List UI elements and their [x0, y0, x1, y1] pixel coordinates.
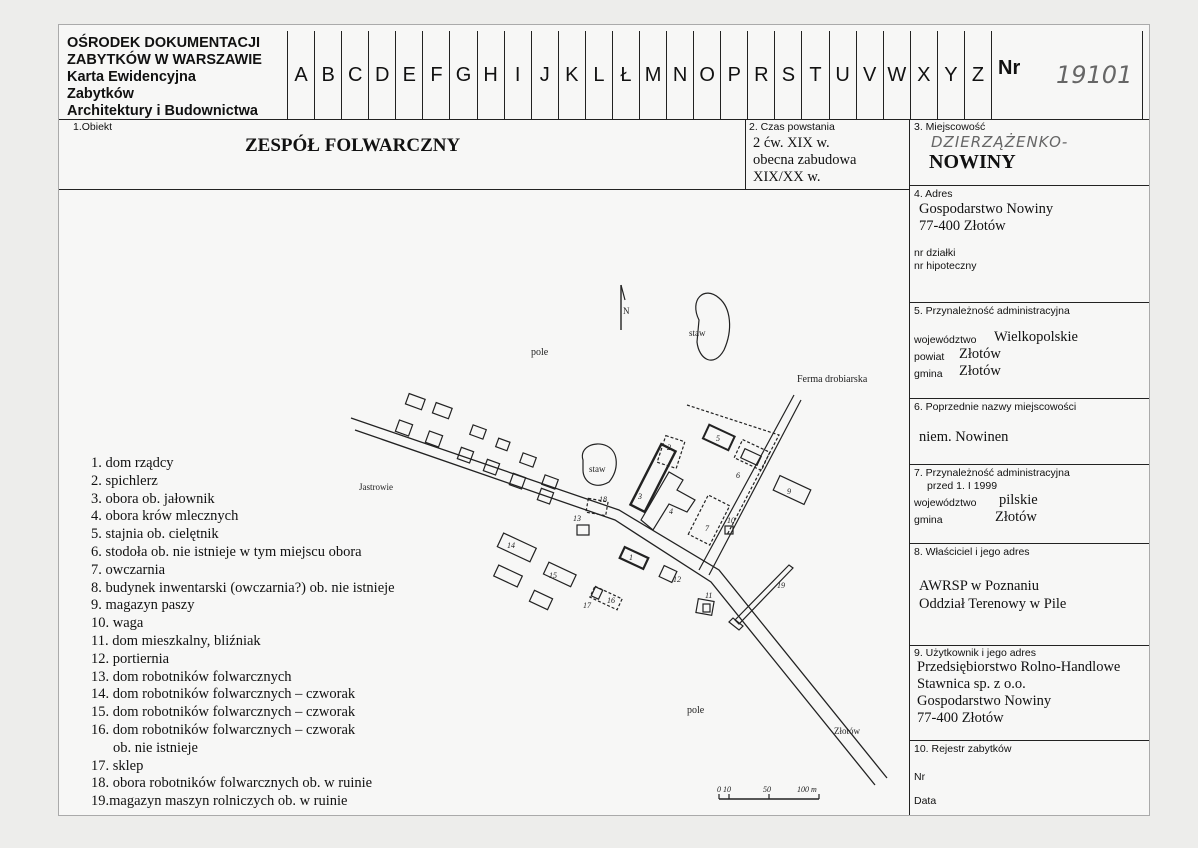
- letter-cell: F: [422, 31, 449, 119]
- old-wojewodztwo-value: pilskie: [999, 492, 1038, 508]
- nr-dzialki-label: nr działki: [914, 247, 956, 259]
- svg-text:17: 17: [583, 601, 591, 610]
- legend-item: 5. stajnia ob. cielętnik: [91, 526, 219, 543]
- legend-item: 11. dom mieszkalny, bliźniak: [91, 632, 261, 649]
- legend-item: ob. nie istnieje: [113, 739, 198, 756]
- svg-text:19: 19: [777, 581, 785, 590]
- obiekt-label: 1.Obiekt: [73, 121, 113, 133]
- wlasciciel-line-1: AWRSP w Poznaniu: [919, 578, 1039, 594]
- letter-cell: Z: [964, 31, 991, 119]
- czas-value-1: 2 ćw. XIX w.: [753, 135, 830, 151]
- legend-item: 14. dom robotników folwarcznych – czworak: [91, 686, 356, 703]
- poprzednie-label: 6. Poprzednie nazwy miejscowości: [914, 401, 1077, 413]
- wlasciciel-line-2: Oddział Terenowy w Pile: [919, 596, 1067, 612]
- adres-label: 4. Adres: [914, 188, 953, 200]
- obiekt-value: ZESPÓŁ FOLWARCZNY: [245, 135, 461, 156]
- map-label-staw-1: staw: [689, 328, 706, 338]
- przynaleznosc-old-sub: przed 1. I 1999: [927, 480, 998, 492]
- legend-item: 15. dom robotników folwarcznych – czworak: [91, 704, 356, 721]
- legend-item: 10. waga: [91, 615, 144, 632]
- letter-cell: J: [531, 31, 558, 119]
- letter-cell: E: [395, 31, 422, 119]
- uzytkownik-line-2: Stawnica sp. z o.o.: [917, 676, 1026, 692]
- scale-label-100: 100 m: [797, 785, 817, 794]
- svg-text:2: 2: [667, 443, 671, 452]
- header-divider: [59, 119, 1149, 120]
- letter-cell: X: [910, 31, 937, 119]
- nr-hipoteczny-label: nr hipoteczny: [914, 260, 977, 272]
- scale-label-50: 50: [763, 785, 771, 794]
- letter-cell: H: [477, 31, 504, 119]
- rejestr-data-label: Data: [914, 795, 937, 807]
- letter-cell: K: [558, 31, 585, 119]
- powiat-value: Złotów: [959, 346, 1001, 362]
- north-arrow-label: N: [623, 306, 630, 316]
- letter-cell: M: [639, 31, 666, 119]
- svg-text:9: 9: [787, 487, 791, 496]
- uzytkownik-line-4: 77-400 Złotów: [917, 710, 1004, 726]
- letter-cell: G: [449, 31, 476, 119]
- czas-value-2: obecna zabudowa: [753, 152, 857, 168]
- legend-item: 8. budynek inwentarski (owczarnia?) ob. nie istnieje: [91, 579, 395, 596]
- letter-cell: Ł: [612, 31, 639, 119]
- letter-cell: C: [341, 31, 368, 119]
- wlasciciel-label: 8. Właściciel i jego adres: [914, 546, 1030, 558]
- letter-cell: D: [368, 31, 395, 119]
- svg-text:4: 4: [669, 507, 673, 516]
- letter-cell: V: [856, 31, 883, 119]
- nr-box: [991, 31, 1143, 119]
- wojewodztwo-label: województwo: [914, 334, 977, 346]
- nr-label: Nr: [998, 57, 1021, 79]
- legend-item: 19.magazyn maszyn rolniczych ob. w ruinie: [91, 793, 348, 810]
- uzytkownik-line-3: Gospodarstwo Nowiny: [917, 693, 1052, 709]
- map-label-pole-top: pole: [531, 347, 549, 358]
- letter-cell: A: [287, 31, 314, 119]
- map-label-staw-2: staw: [589, 464, 606, 474]
- right-column-divider: [909, 119, 910, 815]
- przynaleznosc-label: 5. Przynależność administracyjna: [914, 305, 1070, 317]
- svg-text:5: 5: [716, 434, 720, 443]
- map-label-pole-bottom: pole: [687, 705, 705, 716]
- legend-item: 17. sklep: [91, 757, 144, 774]
- letter-cell: U: [829, 31, 856, 119]
- inventory-card: [58, 24, 1150, 816]
- site-plan: [59, 190, 909, 815]
- adres-line-2: 77-400 Złotów: [919, 218, 1006, 234]
- adres-line-1: Gospodarstwo Nowiny: [919, 201, 1054, 217]
- letter-cell: S: [774, 31, 801, 119]
- legend-item: 7. owczarnia: [91, 561, 166, 578]
- map-label-jastrowie: Jastrowie: [359, 482, 393, 492]
- legend-item: 6. stodoła ob. nie istnieje w tym miejscu obora: [91, 543, 362, 560]
- svg-text:11: 11: [705, 591, 713, 600]
- svg-text:10: 10: [727, 516, 735, 525]
- institution-name: OŚRODEK DOKUMENTACJI ZABYTKÓW W WARSZAWIE Karta Ewidencyjna Zabytków Architektury i Budownictwa: [67, 35, 262, 119]
- letter-index: [287, 31, 991, 119]
- letter-cell: B: [314, 31, 341, 119]
- svg-text:1: 1: [629, 553, 633, 562]
- svg-text:18: 18: [599, 495, 607, 504]
- letter-cell: R: [747, 31, 774, 119]
- czas-value-3: XIX/XX w.: [753, 169, 821, 185]
- legend-item: 12. portiernia: [91, 650, 170, 667]
- letter-cell: W: [883, 31, 910, 119]
- uzytkownik-line-1: Przedsiębiorstwo Rolno-Handlowe: [917, 659, 1121, 675]
- svg-text:3: 3: [638, 492, 642, 501]
- nr-handwritten: 19101: [1056, 61, 1133, 89]
- letter-cell: O: [693, 31, 720, 119]
- rejestr-label: 10. Rejestr zabytków: [914, 743, 1012, 755]
- legend-item: 2. spichlerz: [91, 472, 158, 489]
- old-gmina-value: Złotów: [995, 509, 1037, 525]
- letter-cell: Y: [937, 31, 964, 119]
- legend-item: 16. dom robotników folwarcznych – czworak: [91, 721, 356, 738]
- svg-text:15: 15: [549, 571, 557, 580]
- map-label-ferma: Ferma drobiarska: [797, 374, 868, 385]
- gmina-label: gmina: [914, 368, 943, 380]
- rejestr-nr-label: Nr: [914, 771, 926, 783]
- letter-cell: T: [801, 31, 828, 119]
- legend-item: 1. dom rządcy: [91, 455, 174, 471]
- old-gmina-label: gmina: [914, 514, 943, 526]
- czas-label: 2. Czas powstania: [749, 121, 835, 133]
- gmina-value: Złotów: [959, 363, 1001, 379]
- letter-cell: P: [720, 31, 747, 119]
- old-wojewodztwo-label: województwo: [914, 497, 977, 509]
- svg-text:13: 13: [573, 514, 581, 523]
- miejscowosc-label: 3. Miejscowość: [914, 121, 986, 133]
- legend-item: 18. obora robotników folwarcznych ob. w ruinie: [91, 775, 373, 792]
- svg-text:6: 6: [736, 471, 740, 480]
- letter-cell: I: [504, 31, 531, 119]
- legend-item: 9. magazyn paszy: [91, 597, 195, 614]
- powiat-label: powiat: [914, 351, 945, 363]
- svg-text:12: 12: [673, 575, 681, 584]
- miejscowosc-value: NOWINY: [929, 151, 1016, 173]
- svg-text:16: 16: [607, 596, 615, 605]
- uzytkownik-label: 9. Użytkownik i jego adres: [914, 647, 1036, 659]
- svg-text:14: 14: [507, 541, 515, 550]
- legend-item: 13. dom robotników folwarcznych: [91, 668, 292, 685]
- poprzednie-value: niem. Nowinen: [919, 429, 1009, 445]
- wojewodztwo-value: Wielkopolskie: [994, 329, 1078, 345]
- legend-item: 4. obora krów mlecznych: [91, 508, 239, 525]
- przynaleznosc-old-label: 7. Przynależność administracyjna: [914, 467, 1070, 479]
- map-label-zlotow: Złotów: [834, 726, 860, 736]
- legend-item: 3. obora ob. jałownik: [91, 490, 215, 507]
- miejscowosc-handwritten: DZIERZĄŻENKO-: [931, 133, 1069, 151]
- svg-text:7: 7: [705, 524, 709, 533]
- letter-cell: L: [585, 31, 612, 119]
- letter-cell: N: [666, 31, 693, 119]
- scale-label-0: 0 10: [717, 785, 731, 794]
